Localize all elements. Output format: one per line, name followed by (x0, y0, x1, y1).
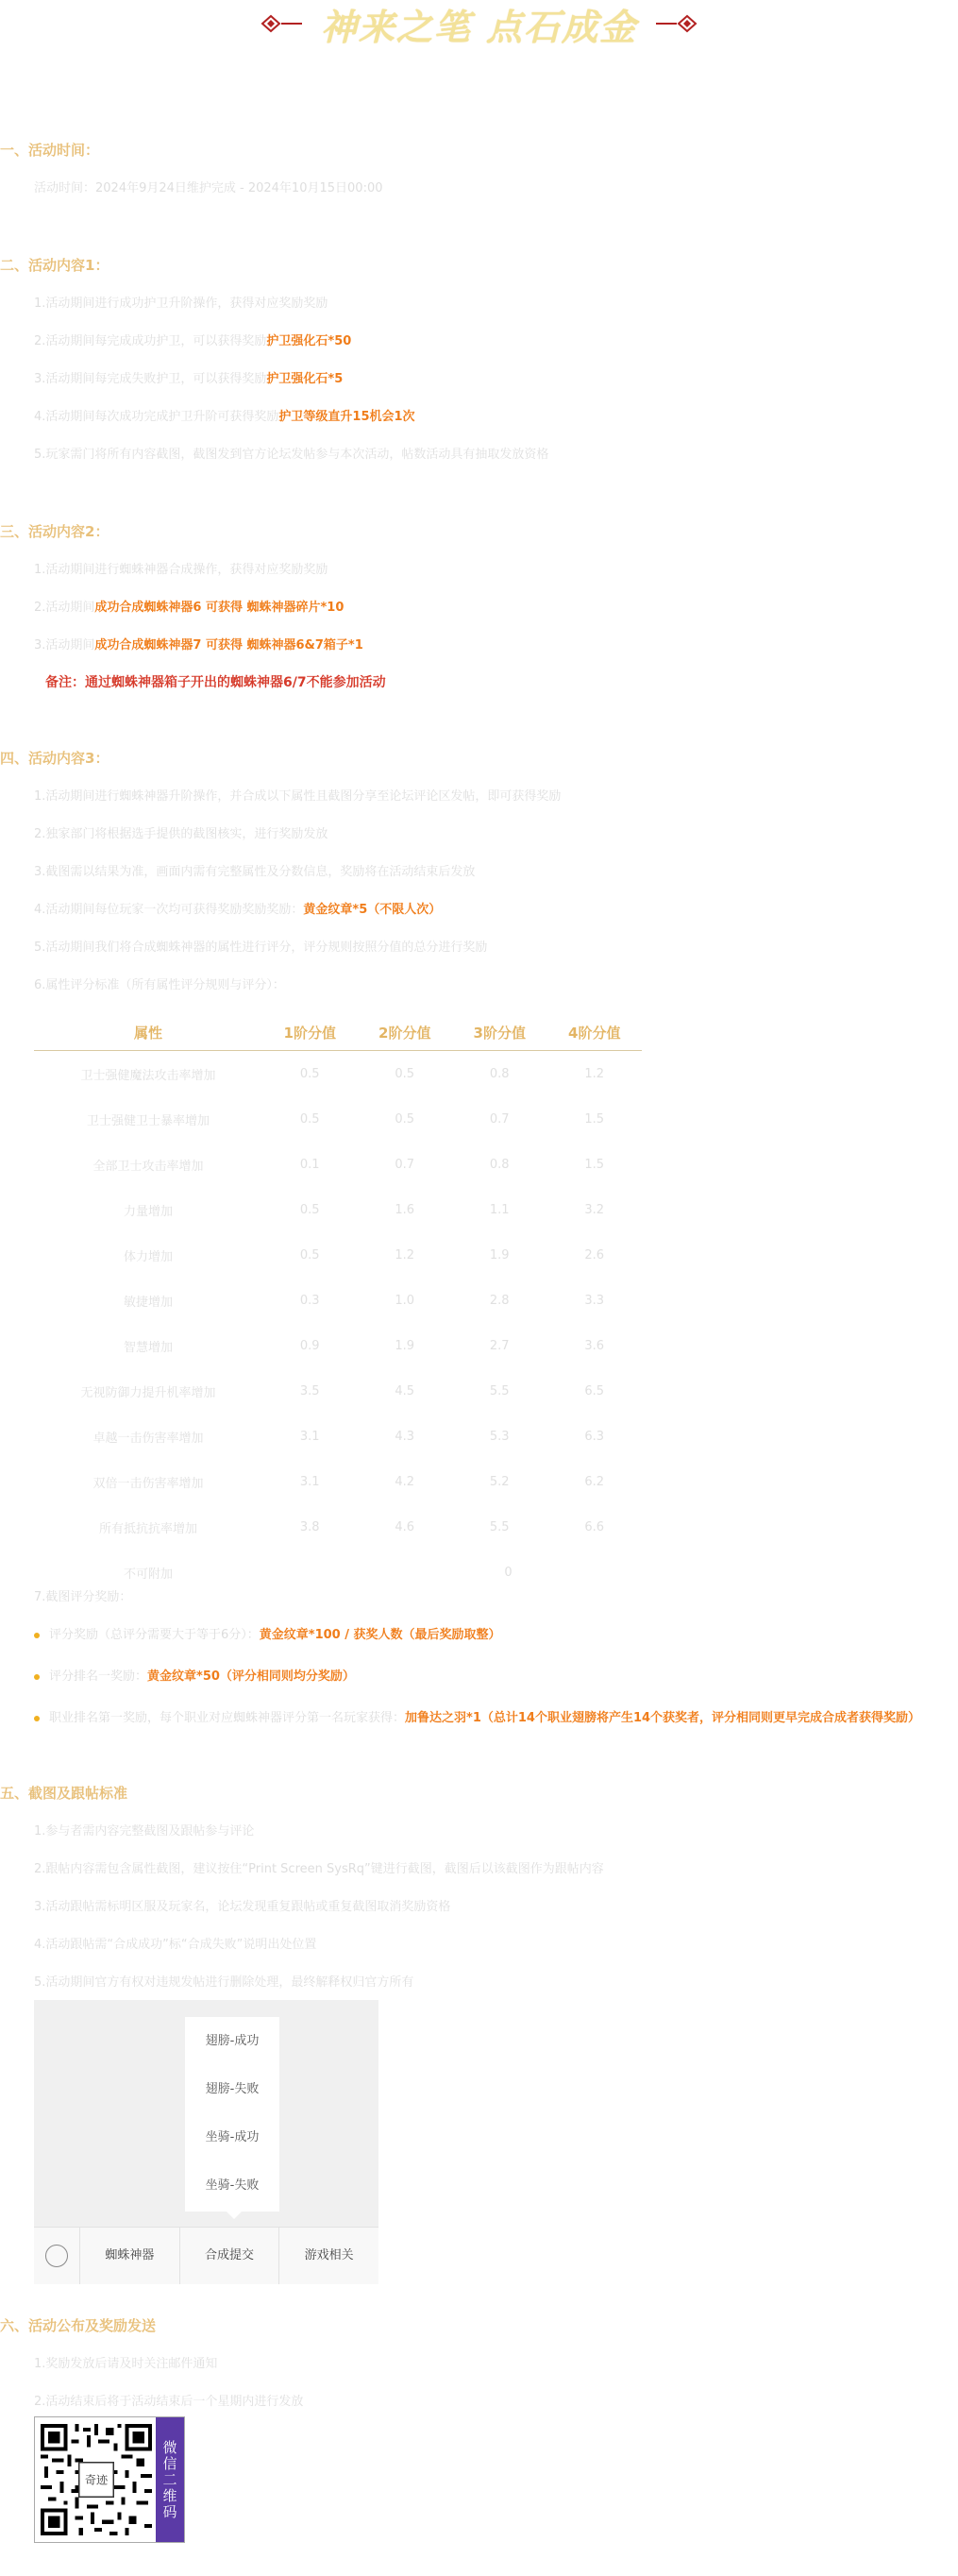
table-header-cell: 1阶分值 (262, 1014, 358, 1051)
table-cell: 0.3 (299, 1293, 320, 1308)
tab-game[interactable]: 游戏相关 (304, 2248, 354, 2262)
content1-line-4: 4.活动期间每次成功完成护卫升阶可获得奖励护卫等级直升15机会1次 (34, 410, 415, 424)
menu-item[interactable]: 坐骑-成功 (205, 2130, 260, 2144)
right-ornament-icon (654, 13, 697, 34)
table-cell: 卓越一击伤害率增加 (92, 1431, 204, 1446)
table-cell: 3.6 (584, 1338, 605, 1353)
tab-spider-artifact[interactable]: 蜘蛛神器 (80, 2228, 180, 2284)
activity-time-text: 活动时间：2024年9月24日维护完成 - 2024年10月15日00:00 (34, 181, 383, 195)
screenshot-line-5: 5.活动期间官方有权对违规发帖进行删除处理，最终解释权归官方所有 (34, 1975, 414, 1990)
table-cell: 0.5 (299, 1247, 320, 1263)
table-cell: 1.5 (584, 1157, 605, 1172)
table-cell: 3.5 (299, 1383, 320, 1398)
table-row (34, 1096, 642, 1142)
table-cell: 4.2 (395, 1474, 415, 1489)
section-heading-screenshot: 五、截图及跟帖标准 (0, 1785, 128, 1802)
table-header-cell: 4阶分值 (547, 1014, 643, 1051)
wechat-qr-card (34, 2416, 185, 2543)
announce-line-1: 1.奖励发放后请及时关注邮件通知 (34, 2357, 218, 2371)
screenshot-line-1: 1.参与者需内容完整截图及跟帖参与评论 (34, 1824, 255, 1839)
table-cell: 1.2 (584, 1066, 605, 1081)
table-cell: 2.6 (584, 1247, 605, 1263)
table-cell: 1.1 (489, 1202, 510, 1217)
content1-line-3: 3.活动期间每完成失败护卫，可以获得奖励护卫强化石*5 (34, 372, 344, 386)
keyboard-toggle[interactable] (34, 2228, 80, 2284)
table-row (34, 1232, 642, 1278)
table-row (34, 1414, 642, 1459)
keyboard-icon (45, 2245, 68, 2267)
table-cell: 1.5 (584, 1111, 605, 1127)
table-cell: 3.8 (299, 1519, 320, 1534)
menu-item[interactable]: 坐骑-失败 (205, 2178, 260, 2193)
wechat-menu-mockup (34, 2000, 378, 2283)
table-cell: 3.2 (584, 1202, 605, 1217)
bullet-dot-icon (34, 1716, 40, 1721)
table-cell: 1.2 (395, 1247, 415, 1263)
section-heading-time: 一、活动时间： (0, 142, 100, 159)
table-cell: 1.9 (489, 1247, 510, 1263)
table-header-cell: 属性 (34, 1014, 262, 1051)
table-cell: 0 (504, 1565, 513, 1580)
table-row (34, 1142, 642, 1187)
content2-note: 备注：通过蜘蛛神器箱子开出的蜘蛛神器6/7不能参加活动 (45, 675, 386, 690)
content1-line-1: 1.活动期间进行成功护卫升阶操作，获得对应奖励奖励 (34, 297, 328, 311)
table-cell: 3.3 (584, 1293, 605, 1308)
popup-menu (185, 2017, 279, 2212)
table-cell: 5.5 (489, 1383, 510, 1398)
section-heading-content3: 四、活动内容3： (0, 750, 109, 767)
table-cell: 敏捷增加 (123, 1295, 173, 1310)
reward-bullet-2: 评分排名一奖励：黄金纹章*50（评分相同则均分奖励） (34, 1666, 355, 1684)
table-cell: 0.8 (489, 1157, 510, 1172)
table-row (34, 1323, 642, 1368)
table-cell: 1.6 (395, 1202, 415, 1217)
content2-line-3: 3.活动期间成功合成蜘蛛神器7 可获得 蜘蛛神器6&7箱子*1 (34, 638, 363, 652)
content3-line-5: 5.活动期间我们将合成蜘蛛神器的属性进行评分，评分规则按照分值的总分进行奖励 (34, 941, 488, 955)
bullet-dot-icon (34, 1633, 40, 1638)
table-row (34, 1368, 642, 1414)
table-cell: 5.5 (489, 1519, 510, 1534)
section-heading-content1: 二、活动内容1： (0, 257, 109, 274)
content3-line-6: 6.属性评分标准（所有属性评分规则与评分）： (34, 978, 285, 992)
reward-bullet-1: 评分奖励（总评分需要大于等于6分）：黄金纹章*100 / 获奖人数（最后奖励取整） (34, 1624, 501, 1642)
table-cell: 智慧增加 (123, 1340, 173, 1355)
table-cell: 3.1 (299, 1474, 320, 1489)
content1-line-5: 5.玩家需门将所有内容截图，截图发到官方论坛发帖参与本次活动，帖数活动具有抽取发放资格 (34, 448, 549, 462)
left-ornament-icon (261, 13, 304, 34)
screenshot-line-2: 2.跟帖内容需包含属性截图，建议按住“Print Screen SysRq”键进行截图，截图后以该截图作为跟帖内容 (34, 1862, 604, 1876)
menu-item[interactable]: 翅膀-成功 (205, 2034, 260, 2048)
tab-submit[interactable]: 合成提交 (180, 2228, 280, 2284)
table-cell: 无视防御力提升机率增加 (80, 1385, 216, 1400)
table-cell: 6.6 (584, 1519, 605, 1534)
table-cell: 力量增加 (123, 1204, 173, 1219)
table-cell: 6.5 (584, 1383, 605, 1398)
content3-line-1: 1.活动期间进行蜘蛛神器升阶操作，并合成以下属性且截图分享至论坛评论区发帖，即可获得奖励 (34, 789, 562, 804)
rules-title: 7.截图评分奖励： (34, 1590, 132, 1604)
table-cell: 6.3 (584, 1429, 605, 1444)
screenshot-line-3: 3.活动跟帖需标明区服及玩家名，论坛发现重复跟帖或重复截图取消奖励资格 (34, 1900, 451, 1914)
content3-line-4: 4.活动期间每位玩家一次均可获得奖励奖励奖励：黄金纹章*5（不限人次） (34, 903, 442, 917)
qr-code-icon (41, 2421, 152, 2538)
section-heading-content2: 三、活动内容2： (0, 523, 109, 540)
page-header (0, 0, 958, 47)
content1-line-2: 2.活动期间每完成成功护卫，可以获得奖励护卫强化石*50 (34, 334, 352, 348)
table-cell: 1.9 (395, 1338, 415, 1353)
table-cell: 0.5 (299, 1066, 320, 1081)
table-cell: 2.7 (489, 1338, 510, 1353)
table-cell: 0.1 (299, 1157, 320, 1172)
attribute-score-table (34, 1014, 642, 1595)
table-cell: 双倍一击伤害率增加 (92, 1476, 204, 1491)
table-cell: 0.5 (299, 1111, 320, 1127)
page-title: 神来之笔 点石成金 (320, 6, 638, 48)
table-row (34, 1504, 642, 1550)
bottom-tab-bar (34, 2227, 378, 2284)
announce-line-2: 2.活动结束后将于活动结束后一个星期内进行发放 (34, 2395, 304, 2409)
table-cell: 5.2 (489, 1474, 510, 1489)
table-cell: 0.7 (395, 1157, 415, 1172)
table-cell: 卫士强健卫士暴率增加 (86, 1113, 210, 1128)
table-cell: 所有抵抗抗率增加 (98, 1521, 197, 1536)
section-heading-announce: 六、活动公布及奖励发送 (0, 2317, 157, 2334)
content2-line-1: 1.活动期间进行蜘蛛神器合成操作，获得对应奖励奖励 (34, 563, 328, 577)
table-cell: 4.3 (395, 1429, 415, 1444)
table-cell: 不可附加 (123, 1567, 173, 1582)
menu-item[interactable]: 翅膀-失败 (205, 2082, 260, 2096)
table-cell: 6.2 (584, 1474, 605, 1489)
table-row (34, 1278, 642, 1323)
content3-line-2: 2.独家部门将根据选手提供的截图核实，进行奖励发放 (34, 827, 328, 841)
table-cell: 0.5 (395, 1066, 415, 1081)
table-cell: 卫士强健魔法攻击率增加 (80, 1068, 216, 1083)
table-cell: 3.1 (299, 1429, 320, 1444)
table-cell: 5.3 (489, 1429, 510, 1444)
table-row (34, 1187, 642, 1232)
table-row (34, 1459, 642, 1504)
qr-caption: 微信二维码 (156, 2417, 184, 2542)
table-cell: 全部卫士攻击率增加 (92, 1159, 204, 1174)
table-cell: 1.0 (395, 1293, 415, 1308)
table-cell: 0.9 (299, 1338, 320, 1353)
table-cell: 4.5 (395, 1383, 415, 1398)
qr-center-logo: 奇迹 (84, 2473, 109, 2487)
content2-line-2: 2.活动期间成功合成蜘蛛神器6 可获得 蜘蛛神器碎片*10 (34, 601, 345, 615)
table-cell: 4.6 (395, 1519, 415, 1534)
table-row (34, 1051, 642, 1097)
reward-bullet-3: 职业排名第一奖励，每个职业对应蜘蛛神器评分第一名玩家获得：加鲁达之羽*1（总计14个职业翅膀将产生14个获奖者，评分相同则更早完成合成者获得奖励） (34, 1707, 920, 1725)
table-cell: 0.8 (489, 1066, 510, 1081)
table-cell: 0.7 (489, 1111, 510, 1127)
table-cell: 0.5 (299, 1202, 320, 1217)
bullet-dot-icon (34, 1674, 40, 1680)
table-header-cell: 3阶分值 (452, 1014, 547, 1051)
table-header-cell: 2阶分值 (358, 1014, 453, 1051)
table-cell: 0.5 (395, 1111, 415, 1127)
table-cell: 2.8 (489, 1293, 510, 1308)
table-cell: 体力增加 (123, 1249, 173, 1264)
content3-line-3: 3.截图需以结果为准，画面内需有完整属性及分数信息，奖励将在活动结束后发放 (34, 865, 476, 879)
table-header-row (34, 1014, 642, 1051)
screenshot-line-4: 4.活动跟帖需“合成成功”标“合成失败”说明出处位置 (34, 1938, 317, 1952)
